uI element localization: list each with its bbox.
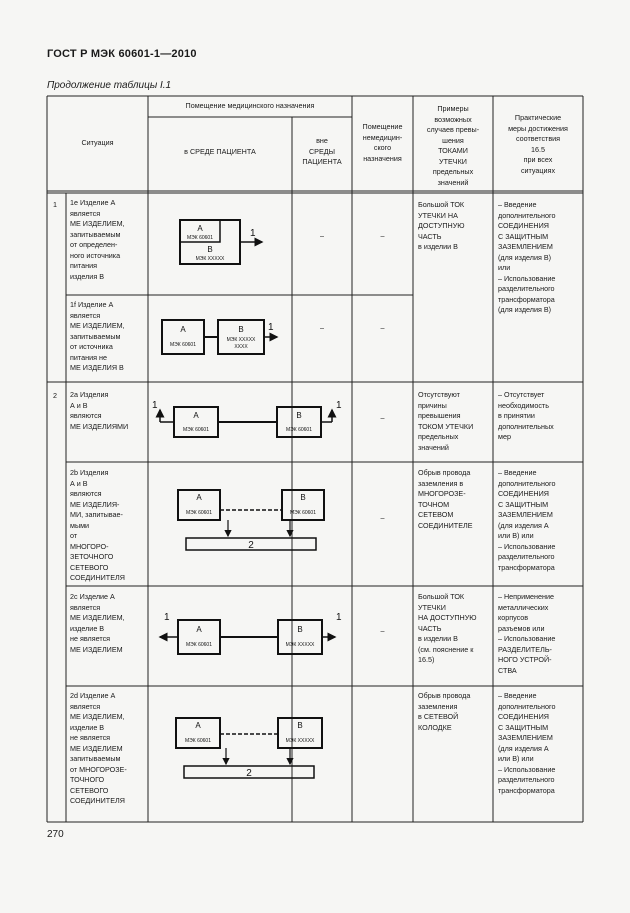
svg-text:1: 1: [250, 228, 256, 239]
svg-text:В: В: [296, 411, 302, 420]
svg-text:1: 1: [268, 322, 274, 333]
svg-text:МЭК 60601: МЭК 60601: [170, 342, 196, 348]
page-number: 270: [47, 829, 64, 840]
row-2a-situation: 2а Изделия А и В являются МЕ ИЗДЕЛИЯМИ: [70, 390, 129, 431]
svg-text:А: А: [196, 625, 202, 634]
svg-text:В: В: [297, 721, 303, 730]
group-number-1: 1: [53, 200, 57, 209]
svg-text:МЭК 60601: МЭК 60601: [187, 235, 213, 241]
svg-text:2: 2: [246, 768, 252, 779]
svg-text:2: 2: [248, 540, 254, 551]
row-1e-outside: –: [320, 231, 324, 240]
header-nonmedical-room: Помещение немедицин- ского назначения: [362, 122, 403, 163]
svg-text:В: В: [300, 493, 306, 502]
svg-text:МЭК ХХХХХ: МЭК ХХХХХ: [226, 337, 256, 343]
svg-text:В: В: [297, 625, 303, 634]
document-title: ГОСТ Р МЭК 60601-1—2010: [47, 48, 197, 60]
row-2a-measures: – Отсутствует необходимость в принятии дополнительных мер: [498, 390, 554, 441]
svg-text:МЭК ХХХХХ: МЭК ХХХХХ: [195, 256, 225, 262]
svg-text:1: 1: [336, 400, 342, 411]
svg-text:1: 1: [152, 400, 158, 411]
row-2c-example: Большой ТОК УТЕЧКИ НА ДОСТУПНУЮ ЧАСТЬ в изделии В (см. пояснение к 16.5): [418, 592, 477, 664]
svg-text:МЭК 60601: МЭК 60601: [185, 738, 211, 744]
svg-text:А: А: [195, 721, 201, 730]
row-1e-situation: 1е Изделие А является МЕ ИЗДЕЛИЕМ, запитываемым от определен- ного источника питания изделия В: [70, 198, 125, 281]
row-2d-measures: – Введение дополнительного СОЕДИНЕНИЯ С ЗАЩИТНЫМ ЗАЗЕМЛЕНИЕМ (для изделия А или В) или – Использование разделительного трансформатора: [498, 691, 556, 795]
header-examples: Примеры возможных случаев превы- шения ТОКАМИ УТЕЧКИ предельных значений: [426, 104, 480, 187]
row-2a-nonmedical: –: [380, 413, 385, 422]
row-2b-nonmedical: –: [380, 513, 385, 522]
svg-text:МЭК 60601: МЭК 60601: [286, 427, 312, 433]
svg-text:МЭК ХХХХХ: МЭК ХХХХХ: [285, 642, 315, 648]
svg-text:А: А: [193, 411, 199, 420]
row-2b-situation: 2b Изделия А и В являются МЕ ИЗДЕЛИЯ- МИ, запитывае- мыми от МНОГОРО- ЗЕТОЧНОГО СЕТЕВОГО СОЕДИНИТЕЛЯ: [70, 468, 125, 582]
header-patient-environment: в СРЕДЕ ПАЦИЕНТА: [184, 147, 256, 156]
svg-text:МЭК 60601: МЭК 60601: [183, 427, 209, 433]
table-continuation: Продолжение таблицы I.1: [47, 80, 172, 91]
row-2b-measures: – Введение дополнительного СОЕДИНЕНИЯ С ЗАЩИТНЫМ ЗАЗЕМЛЕНИЕМ (для изделия А или В) или – Использование разделительного трансформатора: [498, 468, 556, 572]
header-situation: Ситуация: [81, 138, 114, 147]
row-1-measures: – Введение дополнительного СОЕДИНЕНИЯ С ЗАЩИТНЫМ ЗАЗЕМЛЕНИЕМ (для изделия В) или – Использование разделительного трансформатора (для изделия В): [498, 200, 556, 314]
svg-text:А: А: [196, 493, 202, 502]
svg-text:1: 1: [164, 612, 170, 623]
svg-text:В: В: [238, 325, 244, 334]
svg-text:МЭК 60601: МЭК 60601: [186, 642, 212, 648]
svg-text:1: 1: [336, 612, 342, 623]
row-1f-nonmedical: –: [380, 323, 385, 332]
svg-text:МЭК 60601: МЭК 60601: [186, 510, 212, 516]
svg-text:МЭК ХХХХХ: МЭК ХХХХХ: [285, 738, 315, 744]
row-2a-example: Отсутствуют причины превышения ТОКОМ УТЕЧКИ предельных значений: [418, 390, 474, 452]
svg-text:В: В: [207, 245, 213, 254]
row-1f-situation: 1f Изделие А является МЕ ИЗДЕЛИЕМ, запитываемым от источника питания не МЕ ИЗДЕЛИЯ В: [70, 300, 125, 372]
svg-text:МЭК 60601: МЭК 60601: [290, 510, 316, 516]
row-2b-example: Обрыв провода заземления в МНОГОРОЗЕ- ТОЧНОМ СЕТЕВОМ СОЕДИНИТЕЛЕ: [418, 468, 473, 530]
row-2c-measures: – Неприменение металлических корпусов разъемов или – Использование РАЗДЕЛИТЕЛЬ- НОГО УСТРОЙ- СТВА: [498, 592, 556, 675]
row-1e-nonmedical: –: [380, 231, 385, 240]
row-2d-situation: 2d Изделие А является МЕ ИЗДЕЛИЕМ, изделие В не является МЕ ИЗДЕЛИЕМ запитываемым от МНОГОРОЗЕ- ТОЧНОГО СЕТЕВОГО СОЕДИНИТЕЛЯ: [70, 691, 127, 805]
row-1f-outside: –: [320, 323, 324, 332]
svg-text:ХХХХ: ХХХХ: [234, 344, 248, 350]
row-1-example: Большой ТОК УТЕЧКИ НА ДОСТУПНУЮ ЧАСТЬ в изделии В: [418, 200, 465, 251]
header-outside-patient: вне СРЕДЫ ПАЦИЕНТА: [302, 136, 342, 166]
row-2c-nonmedical: –: [380, 626, 385, 635]
header-medical-room: Помещение медицинского назначения: [185, 101, 315, 110]
svg-text:А: А: [180, 325, 186, 334]
row-2d-example: Обрыв провода заземления в СЕТЕВОЙ КОЛОДКЕ: [418, 691, 471, 732]
label-a-1e: А: [197, 224, 203, 233]
row-2c-situation: 2с Изделие А является МЕ ИЗДЕЛИЕМ, изделие В не является МЕ ИЗДЕЛИЕМ: [70, 592, 125, 654]
header-measures: Практические меры достижения соответствия 16.5 при всех ситуациях: [508, 113, 568, 175]
group-number-2: 2: [53, 391, 57, 400]
